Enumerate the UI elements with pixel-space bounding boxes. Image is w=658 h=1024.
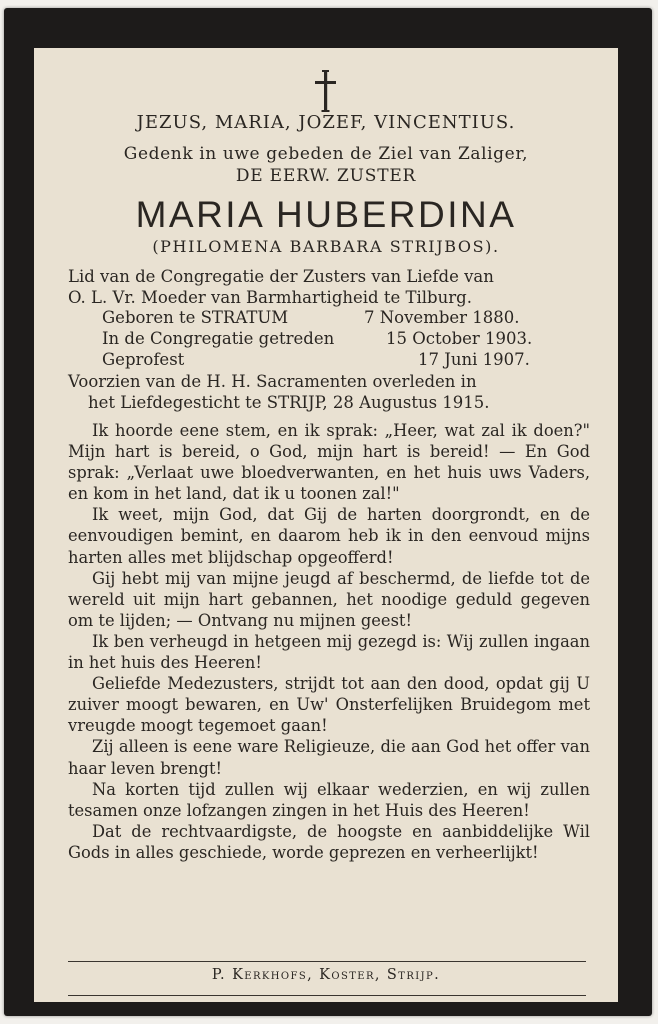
card-paper (34, 48, 618, 1002)
memorial-card (4, 8, 652, 1016)
paragraph: Zij alleen is eene ware Religieuze, die aan God het offer van haar leven brengt! (68, 737, 590, 778)
prayer-text (68, 420, 590, 863)
printer-credit: P. Kerkhofs, Koster, Strijp. (211, 967, 441, 983)
paragraph: Ik hoorde eene stem, en ik sprak: „Heer, wat zal ik doen?" Mijn hart is bereid, o God, mijn hart is bereid! — En God sprak: „Verlaat uwe bloedverwanten, en het huis uws Vaders, en kom in het land, dat ik u toonen zal!" (68, 421, 590, 504)
paragraph: Ik weet, mijn God, dat Gij de harten doorgrondt, en de eenvoudigen bemint, en daarom heb ik in den eenvoud mijns harten alles met blijdschap opgeofferd! (68, 505, 590, 567)
entered-label: In de Congregatie getreden (102, 329, 335, 348)
divider (68, 961, 586, 962)
professed-label: Geprofest (102, 350, 185, 369)
paragraph: Geliefde Medezusters, strijdt tot aan den dood, opdat gij U zuiver moogt bewaren, en Uw' Onsterfelijken Bruidegom met vreugde moogt tegemoet gaan! (68, 674, 590, 736)
deceased-name: MARIA HUBERDINA (135, 194, 517, 235)
invocation: JEZUS, MARIA, JOZEF, VINCENTIUS. (136, 112, 516, 133)
divider (68, 995, 586, 996)
paragraph: Na korten tijd zullen wij elkaar wederzien, en wij zullen tesamen onze lofzangen zingen in het Huis des Heeren! (68, 779, 590, 820)
entered-date: 15 October 1903. (386, 329, 533, 348)
paragraph: Ik ben verheugd in hetgeen mij gezegd is: Wij zullen ingaan in het huis des Heeren! (68, 631, 590, 673)
congregation-line-2: O. L. Vr. Moeder van Barmhartigheid te Tilburg. (68, 288, 472, 307)
congregation-line-1: Lid van de Congregatie der Zusters van Liefde van (68, 267, 494, 286)
professed-date: 17 Juni 1907. (418, 350, 530, 369)
title-line: DE EERW. ZUSTER (235, 166, 417, 186)
cross-icon (34, 70, 618, 116)
paragraph: Gij hebt mij van mijne jeugd af beschermd, de liefde tot de wereld uit mijn hart gebannen, het noodige geduld gegeven om te lijden; — Ontvang nu mijnen geest! (68, 568, 590, 630)
born-label: Geboren te STRATUM (102, 308, 289, 327)
death-line-2: het Liefdegesticht te STRIJP, 28 Augustus 1915. (88, 393, 490, 412)
paragraph: Dat de rechtvaardigste, de hoogste en aanbiddelijke Wil Gods in alles geschiede, worde geprezen en verheerlijkt! (68, 821, 590, 862)
birth-name: (PHILOMENA BARBARA STRIJBOS). (152, 237, 500, 256)
prayer-request: Gedenk in uwe gebeden de Ziel van Zaliger, (123, 144, 529, 164)
born-date: 7 November 1880. (364, 308, 520, 327)
death-line-1: Voorzien van de H. H. Sacramenten overleden in (68, 372, 477, 391)
